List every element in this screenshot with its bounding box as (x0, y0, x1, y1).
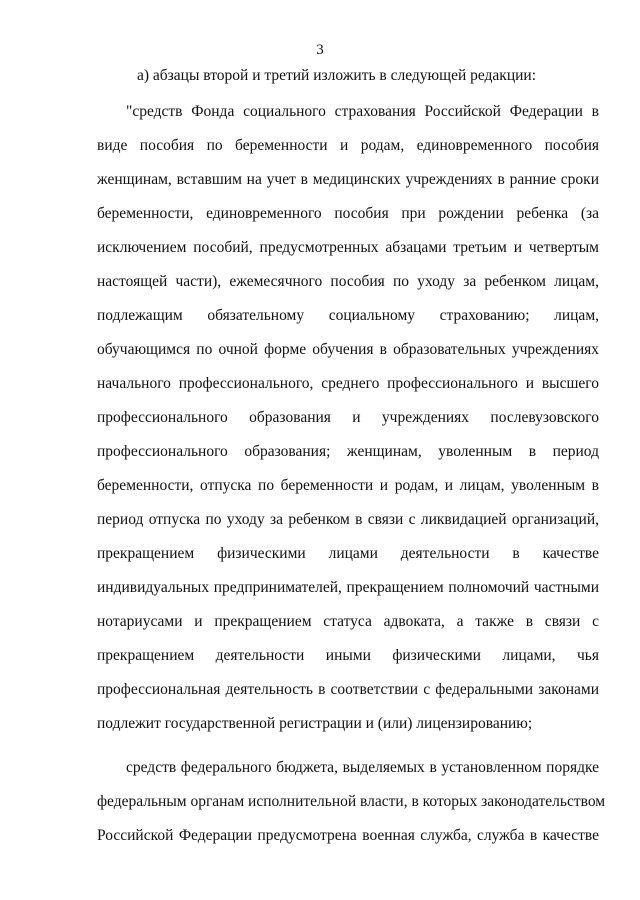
paragraph-1-line: беременности, единовременного пособия при рождении ребенка (за (97, 205, 599, 222)
paragraph-1-line: обучающимся по очной форме обучения в образовательных учреждениях (97, 341, 599, 358)
paragraph-1-line: профессионального образования и учреждениях послевузовского (97, 409, 599, 426)
paragraph-1-line: профессионального образования; женщинам, уволенным в период (97, 443, 599, 460)
intro-line: а) абзацы второй и третий изложить в следующей редакции: (137, 67, 537, 84)
paragraph-2-line: средств федерального бюджета, выделяемых в установленном порядке (126, 759, 599, 776)
paragraph-1-line: "средств Фонда социального страхования Российской Федерации в (126, 103, 599, 120)
paragraph-1-line: индивидуальных предпринимателей, прекращением полномочий частными (97, 579, 599, 596)
paragraph-1-line: женщинам, вставшим на учет в медицинских учреждениях в ранние сроки (97, 171, 599, 188)
paragraph-1-line: беременности, отпуска по беременности и родам, и лицам, уволенным в (97, 477, 599, 494)
paragraph-1-line: виде пособия по беременности и родам, единовременного пособия (97, 137, 599, 154)
paragraph-1-line: настоящей части), ежемесячного пособия по уходу за ребенком лицам, (97, 273, 599, 290)
page-number: 3 (316, 42, 324, 58)
paragraph-1-line: нотариусами и прекращением статуса адвоката, а также в связи с (97, 613, 599, 630)
paragraph-1-line: профессиональная деятельность в соответствии с федеральными законами (97, 681, 599, 698)
paragraph-1-line: начального профессионального, среднего профессионального и высшего (97, 375, 599, 392)
paragraph-1-line: прекращением физическими лицами деятельности в качестве (97, 545, 599, 562)
paragraph-2-line: федеральным органам исполнительной власти, в которых законодательством (97, 793, 606, 810)
paragraph-1-line: исключением пособий, предусмотренных абзацами третьим и четвертым (97, 239, 599, 256)
paragraph-2-line: Российской Федерации предусмотрена военная служба, служба в качестве (97, 827, 599, 844)
paragraph-1-line: период отпуска по уходу за ребенком в связи с ликвидацией организаций, (97, 511, 599, 528)
paragraph-1-line: прекращением деятельности иными физическими лицами, чья (97, 647, 599, 664)
paragraph-1-line: подлежащим обязательному социальному страхованию; лицам, (97, 307, 599, 324)
paragraph-1-line: подлежит государственной регистрации и (или) лицензированию; (97, 715, 533, 732)
